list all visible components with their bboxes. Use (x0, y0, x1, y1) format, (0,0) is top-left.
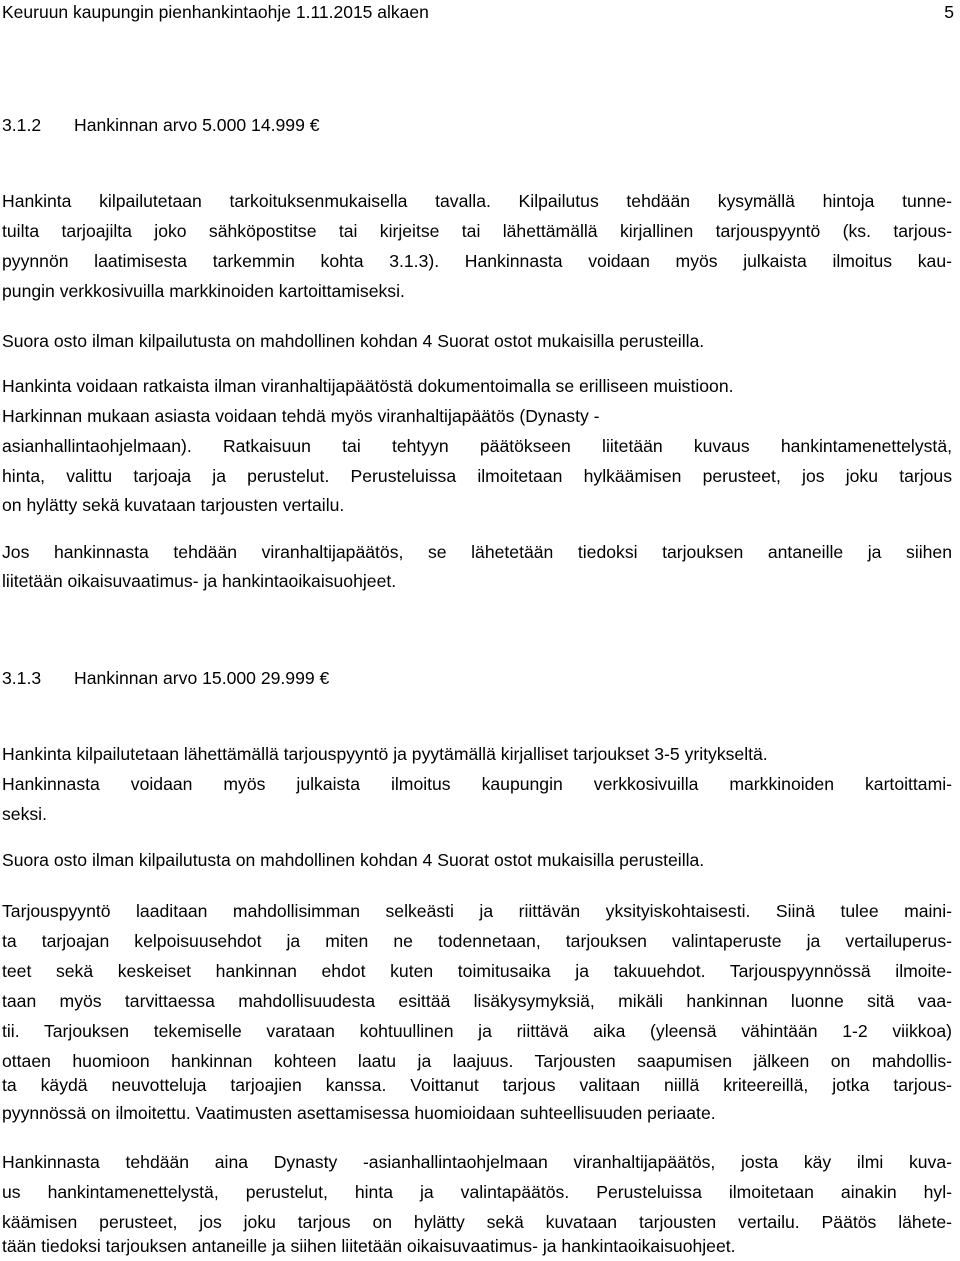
paragraph-line: pungin verkkosivuilla markkinoiden kartoittamiseksi. (2, 281, 405, 301)
paragraph-line: Jos hankinnasta tehdään viranhaltijapäätös, se lähetetään tiedoksi tarjouksen antaneille ja siihen (2, 542, 952, 562)
paragraph-line: ottaen huomioon hankinnan kohteen laatu ja laajuus. Tarjousten saapumisen jälkeen on mahdollis- (2, 1051, 952, 1071)
paragraph-line: Hankinta kilpailutetaan lähettämällä tarjouspyyntö ja pyytämällä kirjalliset tarjoukset 3-5 yritykseltä. (2, 744, 768, 764)
paragraph-line: us hankintamenettelystä, perustelut, hinta ja valintapäätös. Perusteluissa ilmoitetaan ainakin hyl- (2, 1182, 952, 1202)
paragraph-line: ta tarjoajan kelpoisuusehdot ja miten ne todennetaan, tarjouksen valintaperuste ja vertailuperus- (2, 931, 952, 951)
paragraph-line: Harkinnan mukaan asiasta voidaan tehdä myös viranhaltijapäätös (Dynasty - (2, 406, 600, 426)
paragraph-line: liitetään oikaisuvaatimus- ja hankintaoikaisuohjeet. (2, 571, 397, 591)
paragraph-line: Hankinnasta tehdään aina Dynasty -asianhallintaohjelmaan viranhaltijapäätös, josta käy ilmi kuva- (2, 1152, 952, 1172)
section-number: 3.1.2 (2, 115, 42, 135)
section-title: Hankinnan arvo 15.000 29.999 € (74, 668, 330, 688)
paragraph-line: seksi. (2, 804, 47, 824)
paragraph-line: pyynnön laatimisesta tarkemmin kohta 3.1.3). Hankinnasta voidaan myös julkaista ilmoitus kau- (2, 251, 952, 271)
document-title: Keuruun kaupungin pienhankintaohje 1.11.2015 alkaen (2, 2, 429, 22)
running-header (2, 0, 954, 26)
section-number: 3.1.3 (2, 668, 42, 688)
paragraph-line: Hankinta voidaan ratkaista ilman viranhaltijapäätöstä dokumentoimalla se erilliseen muistioon. (2, 376, 734, 396)
paragraph-line: on hylätty sekä kuvataan tarjousten vertailu. (2, 495, 345, 515)
paragraph-line: asianhallintaohjelmaan). Ratkaisuun tai tehtyyn päätökseen liitetään kuvaus hankintamenettelystä, (2, 436, 952, 456)
paragraph-line: käämisen perusteet, jos joku tarjous on hylätty sekä kuvataan tarjousten vertailu. Päätös lähete- (2, 1212, 952, 1232)
paragraph-line: tii. Tarjouksen tekemiselle varataan kohtuullinen ja riittävä aika (yleensä vähintään 1-2 viikkoa) (2, 1021, 952, 1041)
paragraph-line: taan myös tarvittaessa mahdollisuudesta esittää lisäkysymyksiä, mikäli hankinnan luonne sitä vaa- (2, 991, 952, 1011)
paragraph-line: Hankinta kilpailutetaan tarkoituksenmukaisella tavalla. Kilpailutus tehdään kysymällä hintoja tunne- (2, 191, 952, 211)
paragraph-line: ta käydä neuvotteluja tarjoajien kanssa. Voittanut tarjous valitaan niillä kriteereillä, jotka tarjous- (2, 1075, 952, 1095)
page-number: 5 (944, 2, 954, 22)
paragraph-line: Hankinnasta voidaan myös julkaista ilmoitus kaupungin verkkosivuilla markkinoiden kartoittami- (2, 774, 952, 794)
paragraph-line: Suora osto ilman kilpailutusta on mahdollinen kohdan 4 Suorat ostot mukaisilla perusteilla. (2, 850, 705, 870)
paragraph-line: tuilta tarjoajilta joko sähköpostitse tai kirjeitse tai lähettämällä kirjallinen tarjouspyyntö (ks. tarjous- (2, 221, 952, 241)
paragraph-line: Suora osto ilman kilpailutusta on mahdollinen kohdan 4 Suorat ostot mukaisilla perusteilla. (2, 331, 705, 351)
paragraph-line: teet sekä keskeiset hankinnan ehdot kuten toimitusaika ja takuuehdot. Tarjouspyynnössä ilmoite- (2, 961, 952, 981)
section-title: Hankinnan arvo 5.000 14.999 € (74, 115, 320, 135)
paragraph-line: tään tiedoksi tarjouksen antaneille ja siihen liitetään oikaisuvaatimus- ja hankintaoikaisuohjeet. (2, 1236, 736, 1256)
paragraph-line: Tarjouspyyntö laaditaan mahdollisimman selkeästi ja riittävän yksityiskohtaisesti. Siinä tulee maini- (2, 901, 952, 921)
paragraph-line: pyynnössä on ilmoitettu. Vaatimusten asettamisessa huomioidaan suhteellisuuden periaate. (2, 1103, 716, 1123)
paragraph-line: hinta, valittu tarjoaja ja perustelut. Perusteluissa ilmoitetaan hylkäämisen perusteet, jos joku tarjous (2, 466, 952, 486)
